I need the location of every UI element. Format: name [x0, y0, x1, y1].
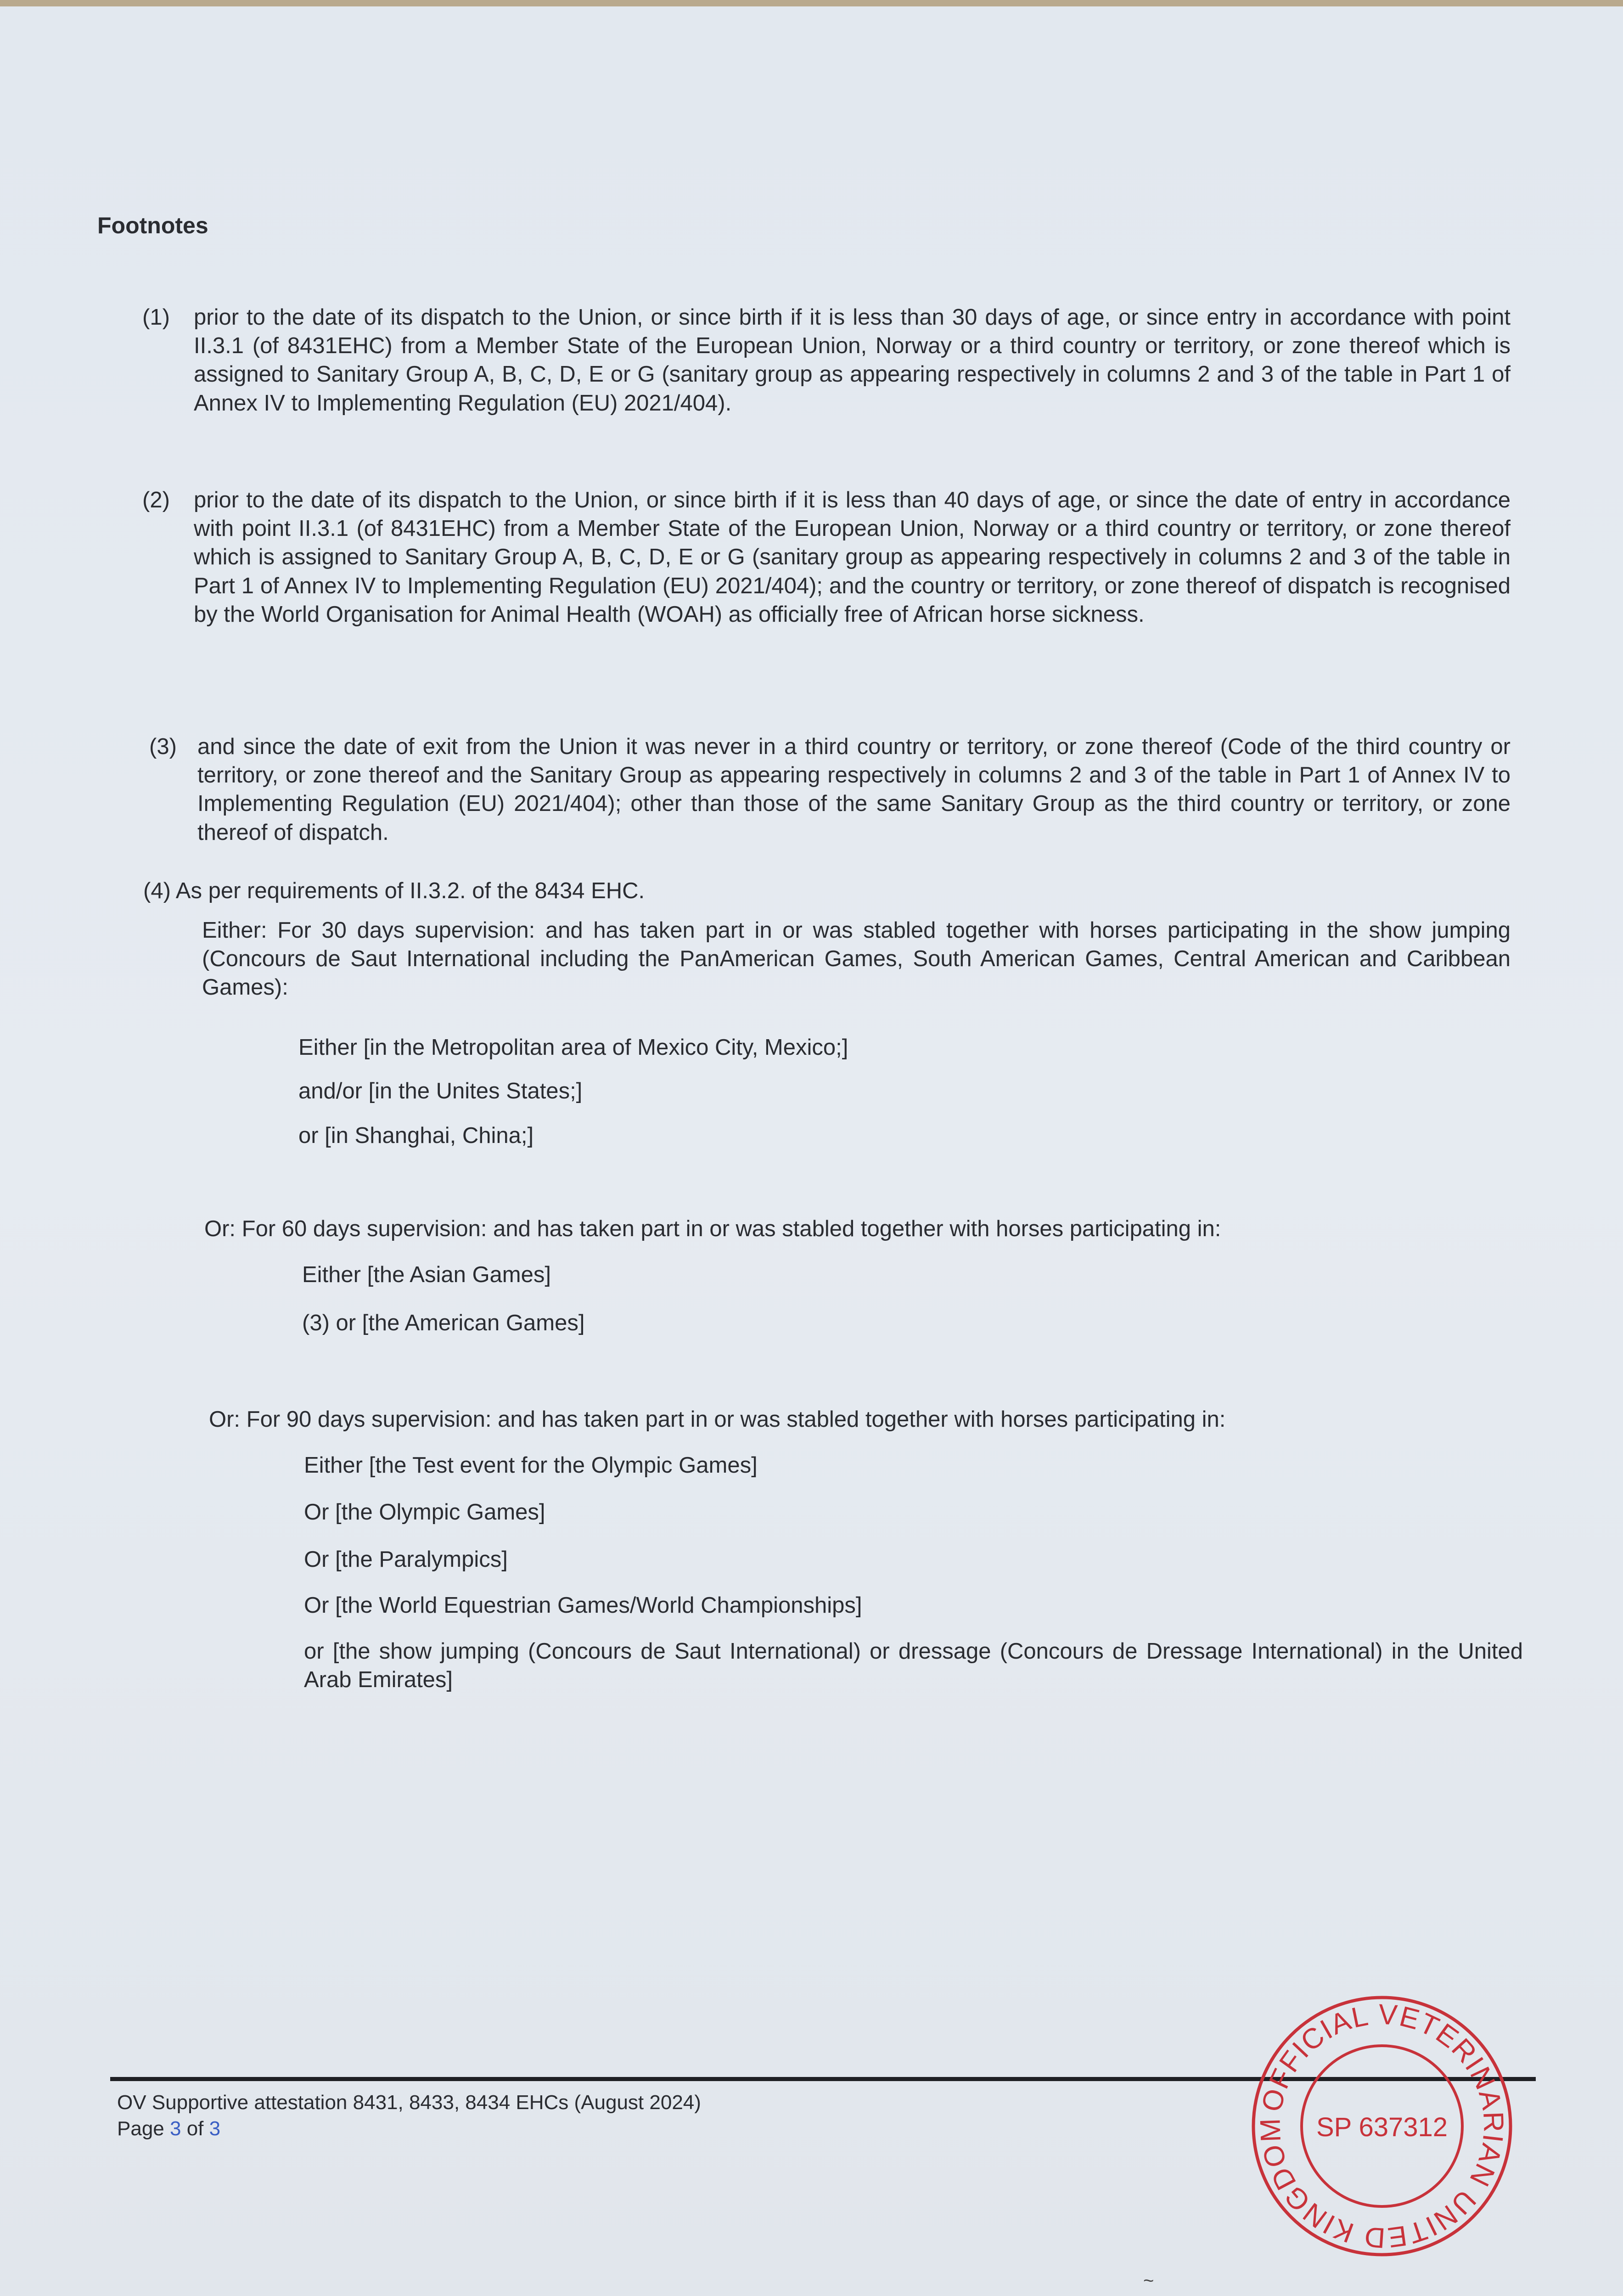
footnote-number: (1): [142, 305, 170, 330]
official-veterinarian-stamp: [1249, 1993, 1515, 2259]
footer-attestation: OV Supportive attestation 8431, 8433, 8434 EHCs (August 2024): [117, 2091, 701, 2114]
option-item: Or [the Paralympics]: [304, 1547, 508, 1572]
footer: [117, 2089, 701, 2142]
option-item: and/or [in the Unites States;]: [298, 1079, 583, 1103]
supervision-90-days: Or: For 90 days supervision: and has taken part in or was stabled together with horses participating in:: [209, 1407, 1226, 1432]
footnote-text: prior to the date of its dispatch to the Union, or since birth if it is less than 30 days of age, or since entry in accordance with point II.3.1 (of 8431EHC) from a Member State of the European Union, Norway or a third country or territory, or zone thereof which is assigned to Sanitary Group A, B, C, D, E or G (sanitary group as appearing respectively in columns 2 and 3 of the table in Part 1 of Annex IV to Implementing Regulation (EU) 2021/404).: [194, 305, 1511, 416]
footnote-number: (2): [142, 488, 170, 512]
footnote-4-title: (4) As per requirements of II.3.2. of the 8434 EHC.: [143, 878, 645, 903]
supervision-60-days: Or: For 60 days supervision: and has taken part in or was stabled together with horses participating in:: [204, 1216, 1221, 1241]
option-item: (3) or [the American Games]: [302, 1311, 585, 1335]
footer-page-number: Page 3 of 3: [117, 2117, 221, 2140]
footnotes-heading: Footnotes: [97, 213, 208, 238]
stamp-ring-text: OFFICIAL VETERINARIAN UNITED KINGDOM: [1254, 1998, 1510, 2254]
footnote-3: [149, 732, 1511, 847]
stamp-code: SP 637312: [1316, 2112, 1448, 2142]
option-item: Either [the Asian Games]: [302, 1262, 551, 1287]
footnote-1: [142, 303, 1511, 417]
footnote-2: [142, 486, 1511, 629]
supervision-30-days: Either: For 30 days supervision: and has taken part in or was stabled together with horses participating in the show jumping (Concours de Saut International including the PanAmerican Games, South American Games, Central American and Caribbean Games):: [202, 918, 1511, 1000]
option-item: Either [in the Metropolitan area of Mexico City, Mexico;]: [298, 1035, 848, 1060]
option-item: Either [the Test event for the Olympic Games]: [304, 1453, 758, 1478]
footnote-text: and since the date of exit from the Union it was never in a third country or territory, or zone thereof (Code of the third country or territory, or zone thereof and the Sanitary Group as appearing respectively in columns 2 and 3 of the table in Part 1 of Annex IV to Implementing Regulation (EU) 2021/404); other than those of the same Sanitary Group as the third country or territory, or zone thereof of dispatch.: [197, 734, 1511, 845]
option-item: Or [the World Equestrian Games/World Championships]: [304, 1593, 862, 1618]
option-item: Or [the Olympic Games]: [304, 1500, 545, 1525]
margin-mark: ~: [1143, 2271, 1154, 2291]
option-item: or [in Shanghai, China;]: [298, 1123, 534, 1148]
footnote-text: prior to the date of its dispatch to the Union, or since birth if it is less than 40 days of age, or since the date of entry in accordance with point II.3.1 (of 8431EHC) from a Member State of the European Union, Norway or a third country or territory, or zone thereof which is assigned to Sanitary Group A, B, C, D, E or G (sanitary group as appearing respectively in columns 2 and 3 of the table in Part 1 of Annex IV to Implementing Regulation (EU) 2021/404); and the country or territory, or zone thereof of dispatch is recognised by the World Organisation for Animal Health (WOAH) as officially free of African horse sickness.: [194, 488, 1511, 627]
footnote-number: (3): [149, 734, 177, 759]
option-item: or [the show jumping (Concours de Saut International) or dressage (Concours de Dressage International) in the United Arab Emirates]: [304, 1639, 1523, 1693]
